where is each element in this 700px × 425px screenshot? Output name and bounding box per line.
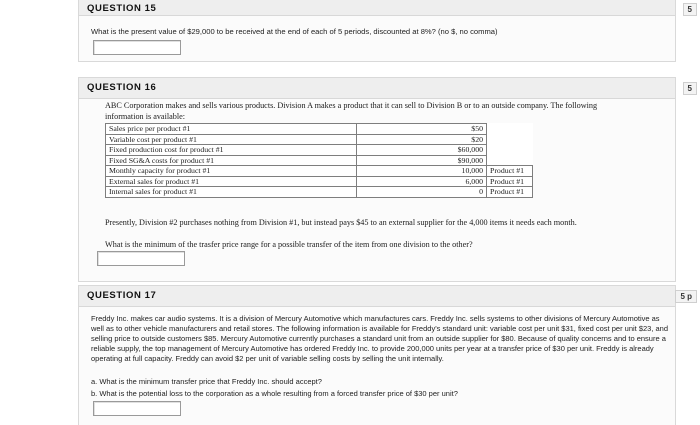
table-cell-label: External sales for product #1 [106, 176, 357, 187]
table-cell-label: Variable cost per product #1 [106, 134, 357, 145]
table-cell-note [487, 124, 533, 135]
question-15-title: QUESTION 15 [87, 3, 157, 14]
table-row [106, 145, 533, 156]
table-cell-note: Product #1 [487, 176, 533, 187]
table-cell-note [487, 145, 533, 156]
table-cell-value: 10,000 [357, 166, 487, 177]
question-16-title: QUESTION 16 [87, 82, 157, 93]
table-cell-label: Monthly capacity for product #1 [106, 166, 357, 177]
table-cell-label: Internal sales for product #1 [106, 187, 357, 198]
table-cell-value: $20 [357, 134, 487, 145]
table-cell-note: Product #1 [487, 166, 533, 177]
question-17-part-b: b. What is the potential loss to the corporation as a whole resulting from a forced transfer price of $30 per unit? [91, 389, 458, 398]
table-cell-note: Product #1 [487, 187, 533, 198]
table-row [106, 155, 533, 166]
question-16-data-table [105, 123, 533, 198]
question-16-paragraph: Presently, Division #2 purchases nothing from Division #1, but instead pays $45 to an external supplier for the 4,000 items it needs each month. [105, 218, 577, 227]
table-cell-label: Fixed production cost for product #1 [106, 145, 357, 156]
question-16-question: What is the minimum of the trasfer price range for a possible transfer of the item from one division to the other? [105, 240, 473, 249]
question-15-header [79, 0, 675, 16]
question-16-intro: ABC Corporation makes and sells various products. Division A makes a product that it can sell to Division B or to an outside company. The following information is available: [105, 101, 598, 121]
table-row [106, 187, 533, 198]
question-16-header [79, 78, 675, 99]
question-15-prompt: What is the present value of $29,000 to be received at the end of each of 5 periods, discounted at 8%? (no $, no comma) [91, 27, 498, 36]
question-17-answer-input[interactable] [93, 401, 181, 416]
table-cell-label: Sales price per product #1 [106, 124, 357, 135]
table-cell-value: 0 [357, 187, 487, 198]
table-cell-value: $50 [357, 124, 487, 135]
table-row [106, 134, 533, 145]
question-15-answer-input[interactable] [93, 40, 181, 55]
question-17-title: QUESTION 17 [87, 290, 157, 301]
table-cell-label: Fixed SG&A costs for product #1 [106, 155, 357, 166]
question-15-points-badge: 5 [683, 3, 697, 16]
question-17-points-badge: 5 p [675, 290, 697, 303]
table-cell-note [487, 155, 533, 166]
question-17-header [79, 286, 675, 307]
question-16-points-badge: 5 [683, 82, 697, 95]
table-cell-value: 6,000 [357, 176, 487, 187]
question-16-answer-input[interactable] [97, 251, 185, 266]
table-row [106, 176, 533, 187]
table-row [106, 124, 533, 135]
table-cell-value: $60,000 [357, 145, 487, 156]
question-17-part-a: a. What is the minimum transfer price that Freddy Inc. should accept? [91, 377, 322, 386]
question-17-body: Freddy Inc. makes car audio systems. It is a division of Mercury Automotive which manufactures cars. Freddy Inc. sells systems to other divisions of Mercury Automotive as well as to other vehicle manufacturers and retail stores. The following information is available for Freddy's standard unit: variable cost per unit $31, fixed cost per unit $23, and selling price to outside customers $85. Mercury Automotive currently purchases a standard unit from an outside supplier for $80. Because of quality concerns and to ensure a reliable supply, the top management of Mercury Automotive has ordered Freddy Inc. to provide 200,000 units per year at a transfer price of $30 per unit. Freddy is already operating at full capacity. Freddy can avoid $2 per unit of variable selling costs by selling the unit internally. [91, 314, 669, 363]
table-row [106, 166, 533, 177]
table-cell-value: $90,000 [357, 155, 487, 166]
table-cell-note [487, 134, 533, 145]
